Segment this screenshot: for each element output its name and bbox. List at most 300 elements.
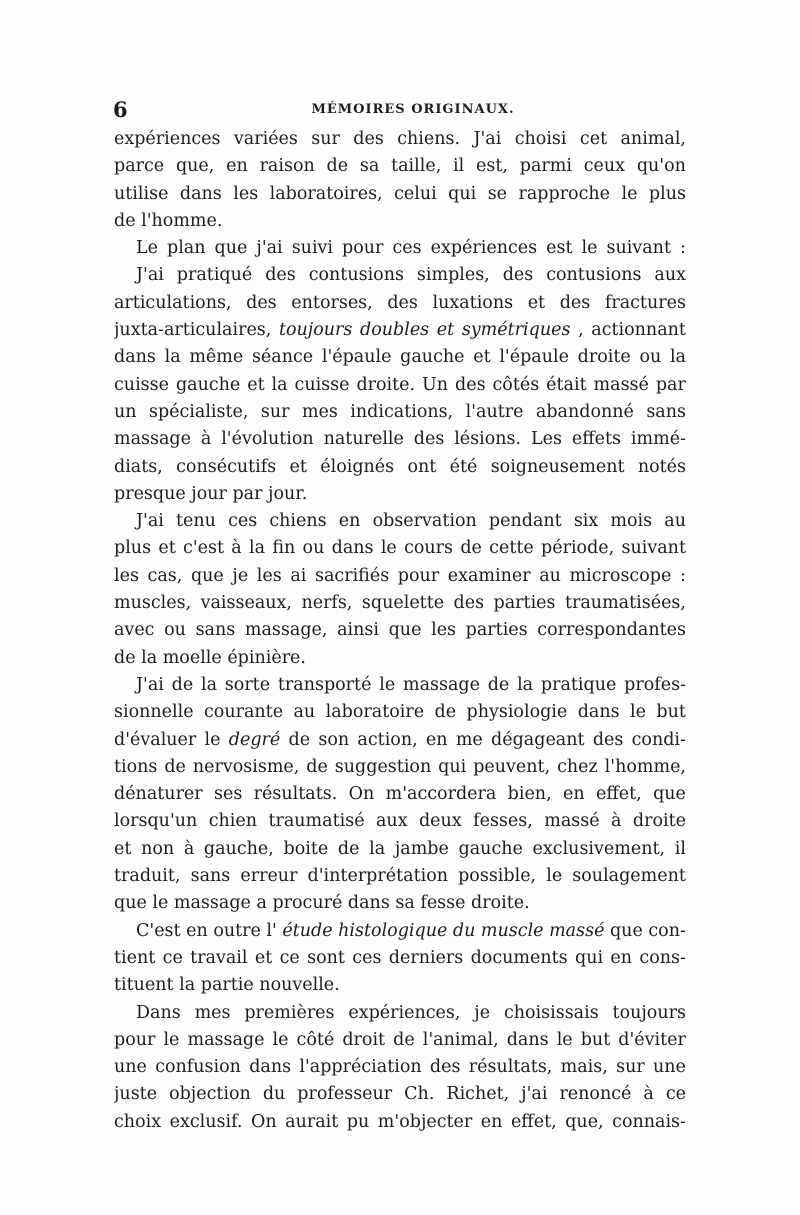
text-line xyxy=(114,454,686,481)
text-run: le xyxy=(380,538,397,559)
text-line xyxy=(114,672,686,699)
text-run: dans xyxy=(179,183,222,204)
text-run: choisi xyxy=(514,129,567,149)
text-line xyxy=(114,344,686,371)
text-run: ces xyxy=(352,947,382,968)
text-run: jambe xyxy=(394,838,449,859)
text-run: l'épaule xyxy=(499,347,569,368)
text-run: de xyxy=(306,756,328,777)
text-run: son xyxy=(318,729,350,750)
text-line xyxy=(114,781,686,808)
text-run: pu xyxy=(346,1111,370,1132)
text-run: J'ai xyxy=(473,129,502,149)
text-run: de xyxy=(434,702,457,723)
text-run: c'est xyxy=(183,538,224,559)
text-run: en xyxy=(480,1111,503,1132)
italic-text: toujours xyxy=(278,320,353,341)
text-run: luxations xyxy=(432,292,514,313)
text-run: que xyxy=(609,920,643,941)
text-run: non xyxy=(141,838,175,859)
text-run: l'autre xyxy=(465,401,524,422)
text-run: la xyxy=(517,674,534,695)
text-run: parce xyxy=(114,156,165,177)
text-run: exclusif. xyxy=(169,1111,243,1132)
text-run: transporté xyxy=(277,674,372,695)
text-run: des xyxy=(387,292,418,313)
text-run: que, xyxy=(565,1111,604,1132)
text-run: le xyxy=(163,1029,180,1050)
text-run: massé xyxy=(544,811,600,832)
text-run: des xyxy=(455,374,486,395)
text-run: objection xyxy=(169,1084,251,1105)
text-run: que le massage a procuré dans sa fesse droite. xyxy=(114,893,530,914)
text-run: droite xyxy=(577,347,631,368)
italic-text: doubles xyxy=(360,320,430,341)
text-run: période, xyxy=(541,538,615,559)
text-run: à xyxy=(611,811,622,832)
text-run: le xyxy=(621,183,638,204)
text-run: les xyxy=(114,565,139,586)
text-run: il xyxy=(453,156,465,177)
text-run: pour xyxy=(342,238,384,259)
text-run: notés xyxy=(637,456,686,477)
text-run: d'interprétation xyxy=(307,866,449,887)
text-run: gauche xyxy=(400,347,465,368)
text-run: le xyxy=(204,729,221,750)
text-line xyxy=(114,153,686,180)
text-run: choix xyxy=(114,1111,162,1132)
text-run: erreur xyxy=(240,866,298,887)
text-run: expériences xyxy=(114,129,221,149)
text-run: dénaturer xyxy=(114,784,203,805)
text-run: peuvent, xyxy=(473,756,551,777)
text-run: d'évaluer xyxy=(114,729,197,750)
text-line xyxy=(114,836,686,863)
text-run: des xyxy=(592,729,624,750)
text-run: sont xyxy=(307,947,345,968)
text-run: les xyxy=(431,620,457,641)
text-line xyxy=(114,508,686,535)
text-line xyxy=(114,126,686,153)
text-run: ces xyxy=(228,511,258,532)
text-run: des xyxy=(559,292,591,313)
text-run: J'ai xyxy=(136,511,164,532)
text-run: de xyxy=(164,756,186,777)
text-run: du xyxy=(262,1084,286,1105)
text-run: six xyxy=(573,511,599,532)
text-run: de xyxy=(288,729,311,750)
text-line xyxy=(114,1109,686,1136)
text-run: lésions. xyxy=(454,429,522,450)
text-run: Un xyxy=(422,374,449,395)
text-run: choisissais xyxy=(503,1002,599,1023)
text-line xyxy=(114,535,686,562)
text-run: de xyxy=(487,674,510,695)
text-run: parties xyxy=(493,593,556,614)
text-run: et xyxy=(247,374,265,395)
text-run: sacrifiés xyxy=(314,565,390,586)
text-run: ont xyxy=(407,456,437,477)
text-run: que xyxy=(653,784,686,805)
text-run: cette xyxy=(489,538,534,559)
text-run: au xyxy=(293,702,316,723)
text-run: ou xyxy=(639,347,662,368)
text-run: chez xyxy=(557,756,598,777)
text-run: droite xyxy=(632,811,686,832)
text-run: correspondantes xyxy=(537,620,686,641)
text-run: fractures xyxy=(604,292,686,313)
text-run: cours xyxy=(404,538,454,559)
text-line xyxy=(114,262,686,289)
text-run: sans xyxy=(190,866,231,887)
text-run: con- xyxy=(648,920,686,941)
text-run: nerfs, xyxy=(301,593,353,614)
text-run: J'ai xyxy=(136,674,164,695)
text-run: pratiqué xyxy=(176,265,253,286)
text-run: suivant xyxy=(621,538,686,559)
text-run: en xyxy=(610,947,633,968)
text-run: ou xyxy=(302,538,325,559)
text-run: ai xyxy=(290,565,307,586)
text-run: pour xyxy=(397,565,440,586)
text-run: de la moelle épinière. xyxy=(114,647,306,668)
text-run: le xyxy=(272,1029,289,1050)
text-run: ce xyxy=(162,947,183,968)
text-run: massé xyxy=(593,374,649,395)
text-run: gauche xyxy=(175,374,241,395)
text-run: que, xyxy=(175,156,215,177)
text-line xyxy=(114,208,686,235)
text-run: la xyxy=(669,347,686,368)
text-run: celui xyxy=(394,183,437,204)
text-run: examiner xyxy=(447,565,531,586)
text-run: microscope xyxy=(569,565,672,586)
text-run: aux xyxy=(375,811,408,832)
text-line xyxy=(114,235,686,262)
text-run: je xyxy=(232,565,249,586)
text-run: squelette xyxy=(361,593,445,614)
text-run: est, xyxy=(476,156,508,177)
text-line xyxy=(114,918,686,945)
text-run: profes- xyxy=(624,674,686,695)
text-run: que xyxy=(214,238,248,259)
text-line xyxy=(114,590,686,617)
text-run: derniers xyxy=(388,947,464,968)
text-run: qui xyxy=(575,947,604,968)
text-run: en xyxy=(226,156,248,177)
text-run: lorsqu'un xyxy=(114,811,198,832)
text-line xyxy=(114,890,686,917)
text-run: été xyxy=(449,456,478,477)
text-run: ou xyxy=(164,620,186,641)
text-run: naturelle xyxy=(323,429,404,450)
text-run: sur xyxy=(311,129,340,149)
text-run: dans xyxy=(506,1029,549,1050)
text-run: m'objecter xyxy=(377,1111,473,1132)
text-run: juxta-articulaires, xyxy=(114,320,272,341)
text-run: massage, xyxy=(244,620,328,641)
text-run: des xyxy=(353,129,384,149)
body-text xyxy=(114,126,686,1136)
italic-text: massé xyxy=(549,920,605,941)
text-run: et xyxy=(254,947,273,968)
text-run: d'éviter xyxy=(618,1029,686,1050)
text-run: vaisseaux, xyxy=(200,593,292,614)
text-run: à xyxy=(643,1084,654,1105)
text-run: traumatisé xyxy=(268,811,365,832)
text-run: contusions xyxy=(546,265,642,286)
text-line xyxy=(114,945,686,972)
text-line xyxy=(114,481,686,508)
text-run: en xyxy=(563,784,585,805)
text-run: sans xyxy=(195,620,236,641)
text-run: que xyxy=(388,620,422,641)
text-run: des xyxy=(246,292,277,313)
text-run: aurait xyxy=(285,1111,339,1132)
text-line xyxy=(114,563,686,590)
text-run: traumatisées, xyxy=(564,593,686,614)
text-line xyxy=(114,1027,686,1054)
text-run: but xyxy=(656,702,686,723)
text-run: qui xyxy=(438,756,467,777)
italic-text: muscle xyxy=(480,920,544,941)
text-run: pour xyxy=(114,1029,156,1050)
text-run: l'épaule xyxy=(321,347,392,368)
text-run: cet xyxy=(579,129,608,149)
text-run: et xyxy=(527,292,546,313)
text-line xyxy=(114,399,686,426)
text-run: tient xyxy=(114,947,156,968)
text-run: en xyxy=(338,511,361,532)
text-run: des xyxy=(265,265,296,286)
text-run: mois xyxy=(610,511,653,532)
text-run: le xyxy=(630,702,646,723)
text-run: l' xyxy=(266,920,277,941)
text-run: taille, xyxy=(391,156,442,177)
text-line xyxy=(114,972,686,999)
text-run: laboratoires, xyxy=(269,183,383,204)
text-run: sur xyxy=(616,1057,645,1078)
text-run: toujours xyxy=(612,1002,686,1023)
text-run: mes xyxy=(194,1002,231,1023)
text-run: effet, xyxy=(510,1111,557,1132)
text-run: droit xyxy=(342,1029,386,1050)
text-run: une xyxy=(114,1057,147,1078)
text-run: cuisse xyxy=(294,374,350,395)
text-run: expériences, xyxy=(348,1002,461,1023)
text-run: cuisse xyxy=(114,374,169,395)
text-run: Richet, xyxy=(446,1084,510,1105)
italic-text: symétriques xyxy=(461,320,571,341)
text-run: résultats, xyxy=(468,1057,553,1078)
text-run: ses xyxy=(214,784,243,805)
text-run: Les xyxy=(530,429,562,450)
text-run: soigneusement xyxy=(490,456,625,477)
text-run: que xyxy=(190,565,224,586)
text-run: qui xyxy=(448,183,477,204)
text-run: il xyxy=(674,838,686,859)
text-run: était xyxy=(546,374,587,395)
text-run: parmi xyxy=(519,156,572,177)
text-run: expériences xyxy=(430,238,538,259)
text-run: documents xyxy=(470,947,568,968)
text-run: un xyxy=(114,401,137,422)
text-run: ainsi xyxy=(337,620,379,641)
text-run: travail xyxy=(190,947,248,968)
text-run: muscles, xyxy=(114,593,192,614)
text-run: tions xyxy=(114,756,158,777)
text-line xyxy=(114,181,686,208)
text-run: éloignés xyxy=(320,456,395,477)
text-run: même xyxy=(189,347,244,368)
text-run: courante xyxy=(203,702,284,723)
page-number: 6 xyxy=(113,97,128,122)
text-run: renoncé xyxy=(559,1084,632,1105)
text-run: avec xyxy=(114,620,155,641)
text-run: le xyxy=(546,866,563,887)
text-run: séance xyxy=(251,347,314,368)
text-run: au xyxy=(539,565,561,586)
text-run: tituent la partie nouvelle. xyxy=(114,975,340,996)
text-run: outre xyxy=(213,920,261,941)
text-run: dans xyxy=(249,1057,292,1078)
text-run: par xyxy=(655,374,686,395)
text-run: de xyxy=(460,538,482,559)
text-run: but xyxy=(580,1029,611,1050)
text-run: de xyxy=(393,1029,415,1050)
text-run: , xyxy=(578,320,584,341)
text-run: à xyxy=(231,538,242,559)
text-run: effet, xyxy=(595,784,642,805)
text-run: en xyxy=(186,920,208,941)
text-run: deux xyxy=(418,811,462,832)
text-run: immé- xyxy=(630,429,686,450)
text-run: l'animal, xyxy=(422,1029,499,1050)
text-run: dans xyxy=(331,538,374,559)
text-line xyxy=(114,372,686,399)
text-run: exclusivement, xyxy=(532,838,666,859)
italic-text: histologique xyxy=(338,920,448,941)
text-run: cons- xyxy=(639,947,686,968)
text-run: j'ai xyxy=(256,238,283,259)
text-run: sa xyxy=(359,156,380,177)
text-run: chiens. xyxy=(397,129,461,149)
text-run: les xyxy=(256,565,282,586)
text-run: presque jour par jour. xyxy=(114,483,308,504)
text-run: action, xyxy=(357,729,418,750)
text-run: diats, xyxy=(114,456,163,477)
text-line xyxy=(114,645,686,672)
running-head xyxy=(113,98,693,122)
text-run: des xyxy=(413,429,445,450)
text-run: C'est xyxy=(136,920,181,941)
text-run: le xyxy=(581,238,598,259)
text-run: je xyxy=(474,1002,491,1023)
text-run: côté xyxy=(296,1029,335,1050)
text-run: l'homme, xyxy=(604,756,686,777)
text-line xyxy=(114,1054,686,1081)
text-run: ce xyxy=(279,947,300,968)
text-run: : xyxy=(679,565,686,586)
italic-text: degré xyxy=(228,729,281,750)
text-run: des xyxy=(502,265,534,286)
text-run: la xyxy=(164,347,181,368)
text-run: sans xyxy=(646,401,686,422)
text-run: Dans xyxy=(136,1002,181,1023)
text-run: professeur xyxy=(297,1084,393,1105)
text-run: contusions xyxy=(308,265,404,286)
text-run: en xyxy=(425,729,448,750)
text-run: sur xyxy=(260,401,290,422)
text-run: de l'homme. xyxy=(114,210,223,231)
text-run: de xyxy=(171,674,194,695)
text-run: la xyxy=(200,674,218,695)
text-run: m'accordera xyxy=(385,784,497,805)
text-run: consécutifs xyxy=(176,456,277,477)
text-run: dégageant xyxy=(491,729,585,750)
text-run: chien xyxy=(208,811,258,832)
text-run: nervosisme, xyxy=(192,756,300,777)
text-line xyxy=(114,699,686,726)
text-run: massage xyxy=(187,1029,265,1050)
text-run: J'ai xyxy=(136,265,164,286)
text-run: ceux xyxy=(583,156,626,177)
text-run: à xyxy=(183,838,195,859)
text-run: traduit, xyxy=(114,866,181,887)
text-run: effets xyxy=(571,429,622,450)
text-run: se xyxy=(487,183,508,204)
text-run: laboratoire xyxy=(325,702,425,723)
text-run: pratique xyxy=(540,674,617,695)
text-run: variées xyxy=(233,129,298,149)
text-run: l'appréciation xyxy=(299,1057,422,1078)
text-run: le xyxy=(379,674,396,695)
text-run: massage xyxy=(402,674,480,695)
text-run: mes xyxy=(301,401,338,422)
text-run: la xyxy=(271,374,288,395)
text-line xyxy=(114,863,686,890)
text-run: fesses, xyxy=(473,811,533,832)
text-line xyxy=(114,317,686,344)
text-run: articulations, xyxy=(114,292,232,313)
text-run: Le xyxy=(136,238,158,259)
text-run: côtés xyxy=(492,374,540,395)
italic-text: étude xyxy=(282,920,333,941)
text-run: possible, xyxy=(458,866,537,887)
text-line xyxy=(114,1081,686,1108)
text-run: aux xyxy=(654,265,686,286)
text-run: suivant xyxy=(606,238,671,259)
text-run: des xyxy=(453,593,485,614)
running-title: MÉMOIRES ORIGINAUX. xyxy=(311,102,515,117)
text-run: Ch. xyxy=(404,1084,435,1105)
text-run: raison xyxy=(259,156,315,177)
text-run: utilise xyxy=(114,183,169,204)
text-run: ce xyxy=(665,1084,686,1105)
italic-text: et xyxy=(436,320,455,341)
text-run: et xyxy=(473,347,491,368)
text-run: plan xyxy=(167,238,206,259)
text-run: sionnelle xyxy=(114,702,194,723)
text-run: rapproche xyxy=(518,183,611,204)
text-run: condi- xyxy=(631,729,686,750)
text-run: entorses, xyxy=(291,292,373,313)
text-run: droite. xyxy=(356,374,416,395)
text-line xyxy=(114,617,686,644)
text-run: physiologie xyxy=(466,702,568,723)
text-run: est xyxy=(546,238,573,259)
text-run: les xyxy=(233,183,259,204)
